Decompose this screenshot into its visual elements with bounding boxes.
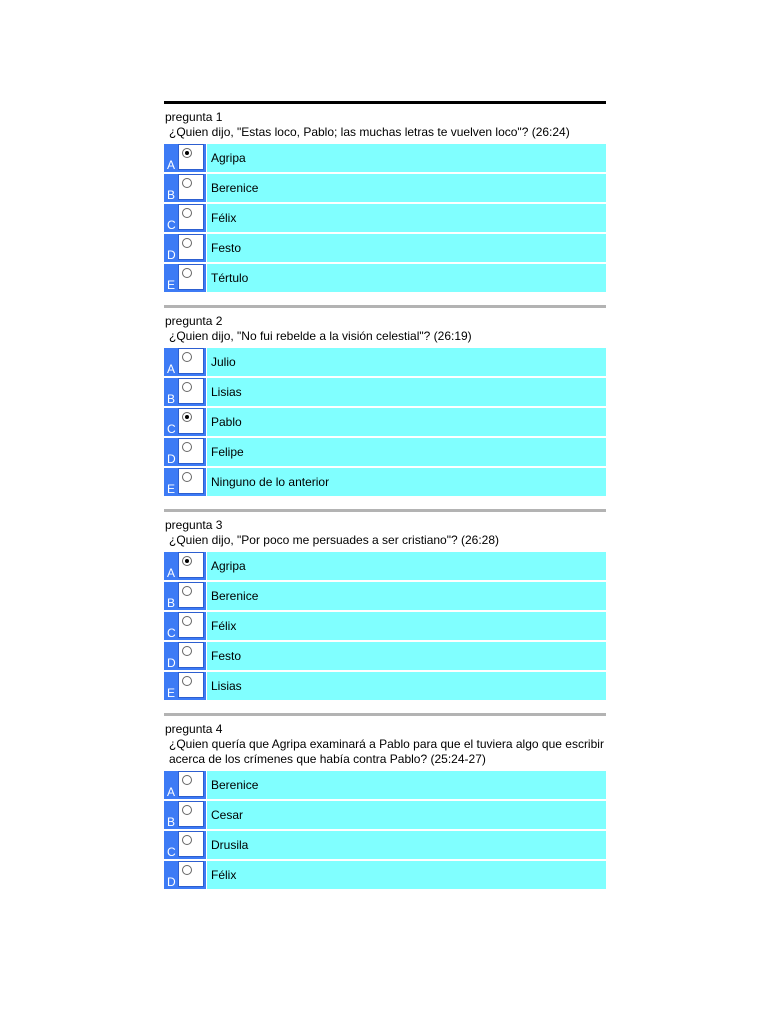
option-letter-cell	[164, 801, 206, 829]
radio-box[interactable]	[178, 771, 204, 797]
option-letter-cell	[164, 612, 206, 640]
option-letter: E	[167, 278, 176, 292]
radio-button[interactable]	[182, 208, 192, 218]
radio-box[interactable]	[178, 861, 204, 887]
option-c[interactable]	[164, 612, 606, 640]
option-label: Agripa	[207, 144, 606, 172]
question-text: ¿Quien quería que Agripa examinará a Pablo para que el tuviera algo que escribir acerca de los crímenes que había contra Pablo? (25:24-27)	[169, 737, 604, 766]
option-label: Felipe	[207, 438, 606, 466]
radio-box[interactable]	[178, 408, 204, 434]
option-letter-cell	[164, 174, 206, 202]
option-d[interactable]	[164, 642, 606, 670]
radio-box[interactable]	[178, 468, 204, 494]
question-3	[164, 509, 606, 700]
radio-button[interactable]	[182, 382, 192, 392]
option-label: Berenice	[207, 582, 606, 610]
option-letter-cell	[164, 144, 206, 172]
radio-box[interactable]	[178, 234, 204, 260]
radio-button[interactable]	[182, 775, 192, 785]
option-label: Festo	[207, 642, 606, 670]
option-letter: E	[167, 686, 176, 700]
option-letter-cell	[164, 582, 206, 610]
option-c[interactable]	[164, 408, 606, 436]
option-label: Berenice	[207, 174, 606, 202]
option-letter-cell	[164, 861, 206, 889]
radio-box[interactable]	[178, 552, 204, 578]
option-letter-cell	[164, 642, 206, 670]
radio-button[interactable]	[182, 268, 192, 278]
option-letter: C	[167, 218, 176, 232]
question-text: ¿Quien dijo, "No fui rebelde a la visión celestial"? (26:19)	[169, 329, 472, 343]
quiz-container	[164, 101, 606, 889]
option-label: Julio	[207, 348, 606, 376]
radio-button[interactable]	[182, 442, 192, 452]
option-letter: C	[167, 845, 176, 859]
option-letter: B	[167, 188, 176, 202]
option-d[interactable]	[164, 234, 606, 262]
option-a[interactable]	[164, 348, 606, 376]
option-label: Agripa	[207, 552, 606, 580]
option-letter-cell	[164, 468, 206, 496]
option-label: Félix	[207, 204, 606, 232]
radio-box[interactable]	[178, 801, 204, 827]
option-b[interactable]	[164, 174, 606, 202]
question-title: pregunta 4	[165, 722, 223, 736]
option-letter: D	[167, 656, 176, 670]
radio-box[interactable]	[178, 174, 204, 200]
option-letter-cell	[164, 378, 206, 406]
option-letter-cell	[164, 552, 206, 580]
option-letter: D	[167, 875, 176, 889]
option-label: Ninguno de lo anterior	[207, 468, 606, 496]
question-1	[164, 101, 606, 292]
option-e[interactable]	[164, 672, 606, 700]
radio-button[interactable]	[182, 472, 192, 482]
radio-box[interactable]	[178, 144, 204, 170]
option-c[interactable]	[164, 204, 606, 232]
radio-box[interactable]	[178, 642, 204, 668]
option-letter: B	[167, 596, 176, 610]
option-letter: B	[167, 392, 176, 406]
option-letter: A	[167, 566, 176, 580]
option-b[interactable]	[164, 801, 606, 829]
radio-button[interactable]	[182, 676, 192, 686]
option-letter-cell	[164, 672, 206, 700]
question-title: pregunta 2	[165, 314, 223, 328]
radio-button[interactable]	[182, 646, 192, 656]
option-letter: D	[167, 248, 176, 262]
option-label: Lisias	[207, 672, 606, 700]
radio-box[interactable]	[178, 612, 204, 638]
option-letter: A	[167, 785, 176, 799]
option-letter-cell	[164, 831, 206, 859]
option-b[interactable]	[164, 582, 606, 610]
option-label: Drusila	[207, 831, 606, 859]
option-b[interactable]	[164, 378, 606, 406]
option-a[interactable]	[164, 144, 606, 172]
option-letter-cell	[164, 234, 206, 262]
option-letter: A	[167, 158, 176, 172]
radio-button[interactable]	[182, 556, 192, 566]
radio-box[interactable]	[178, 438, 204, 464]
option-e[interactable]	[164, 264, 606, 292]
option-letter-cell	[164, 204, 206, 232]
radio-box[interactable]	[178, 582, 204, 608]
option-label: Lisias	[207, 378, 606, 406]
option-letter-cell	[164, 348, 206, 376]
radio-button[interactable]	[182, 238, 192, 248]
option-letter: C	[167, 626, 176, 640]
option-d[interactable]	[164, 861, 606, 889]
option-a[interactable]	[164, 552, 606, 580]
option-c[interactable]	[164, 831, 606, 859]
question-text: ¿Quien dijo, "Estas loco, Pablo; las muchas letras te vuelven loco"? (26:24)	[169, 125, 570, 139]
question-4	[164, 713, 606, 889]
radio-button[interactable]	[182, 586, 192, 596]
radio-button[interactable]	[182, 616, 192, 626]
radio-box[interactable]	[178, 204, 204, 230]
radio-button[interactable]	[182, 412, 192, 422]
radio-button[interactable]	[182, 178, 192, 188]
radio-box[interactable]	[178, 672, 204, 698]
radio-box[interactable]	[178, 264, 204, 290]
option-letter: D	[167, 452, 176, 466]
option-letter-cell	[164, 408, 206, 436]
option-letter-cell	[164, 438, 206, 466]
option-letter-cell	[164, 264, 206, 292]
question-title: pregunta 3	[165, 518, 223, 532]
option-label: Cesar	[207, 801, 606, 829]
radio-button[interactable]	[182, 148, 192, 158]
option-label: Félix	[207, 612, 606, 640]
option-a[interactable]	[164, 771, 606, 799]
radio-box[interactable]	[178, 831, 204, 857]
option-label: Tértulo	[207, 264, 606, 292]
radio-button[interactable]	[182, 835, 192, 845]
option-label: Pablo	[207, 408, 606, 436]
option-e[interactable]	[164, 468, 606, 496]
option-letter-cell	[164, 771, 206, 799]
question-title: pregunta 1	[165, 110, 223, 124]
radio-box[interactable]	[178, 348, 204, 374]
radio-button[interactable]	[182, 352, 192, 362]
option-letter: B	[167, 815, 176, 829]
option-letter: A	[167, 362, 176, 376]
radio-button[interactable]	[182, 805, 192, 815]
question-2	[164, 305, 606, 496]
question-text: ¿Quien dijo, "Por poco me persuades a ser cristiano"? (26:28)	[169, 533, 500, 547]
option-label: Félix	[207, 861, 606, 889]
option-letter: C	[167, 422, 176, 436]
radio-button[interactable]	[182, 865, 192, 875]
option-label: Festo	[207, 234, 606, 262]
option-d[interactable]	[164, 438, 606, 466]
option-label: Berenice	[207, 771, 606, 799]
option-letter: E	[167, 482, 176, 496]
radio-box[interactable]	[178, 378, 204, 404]
